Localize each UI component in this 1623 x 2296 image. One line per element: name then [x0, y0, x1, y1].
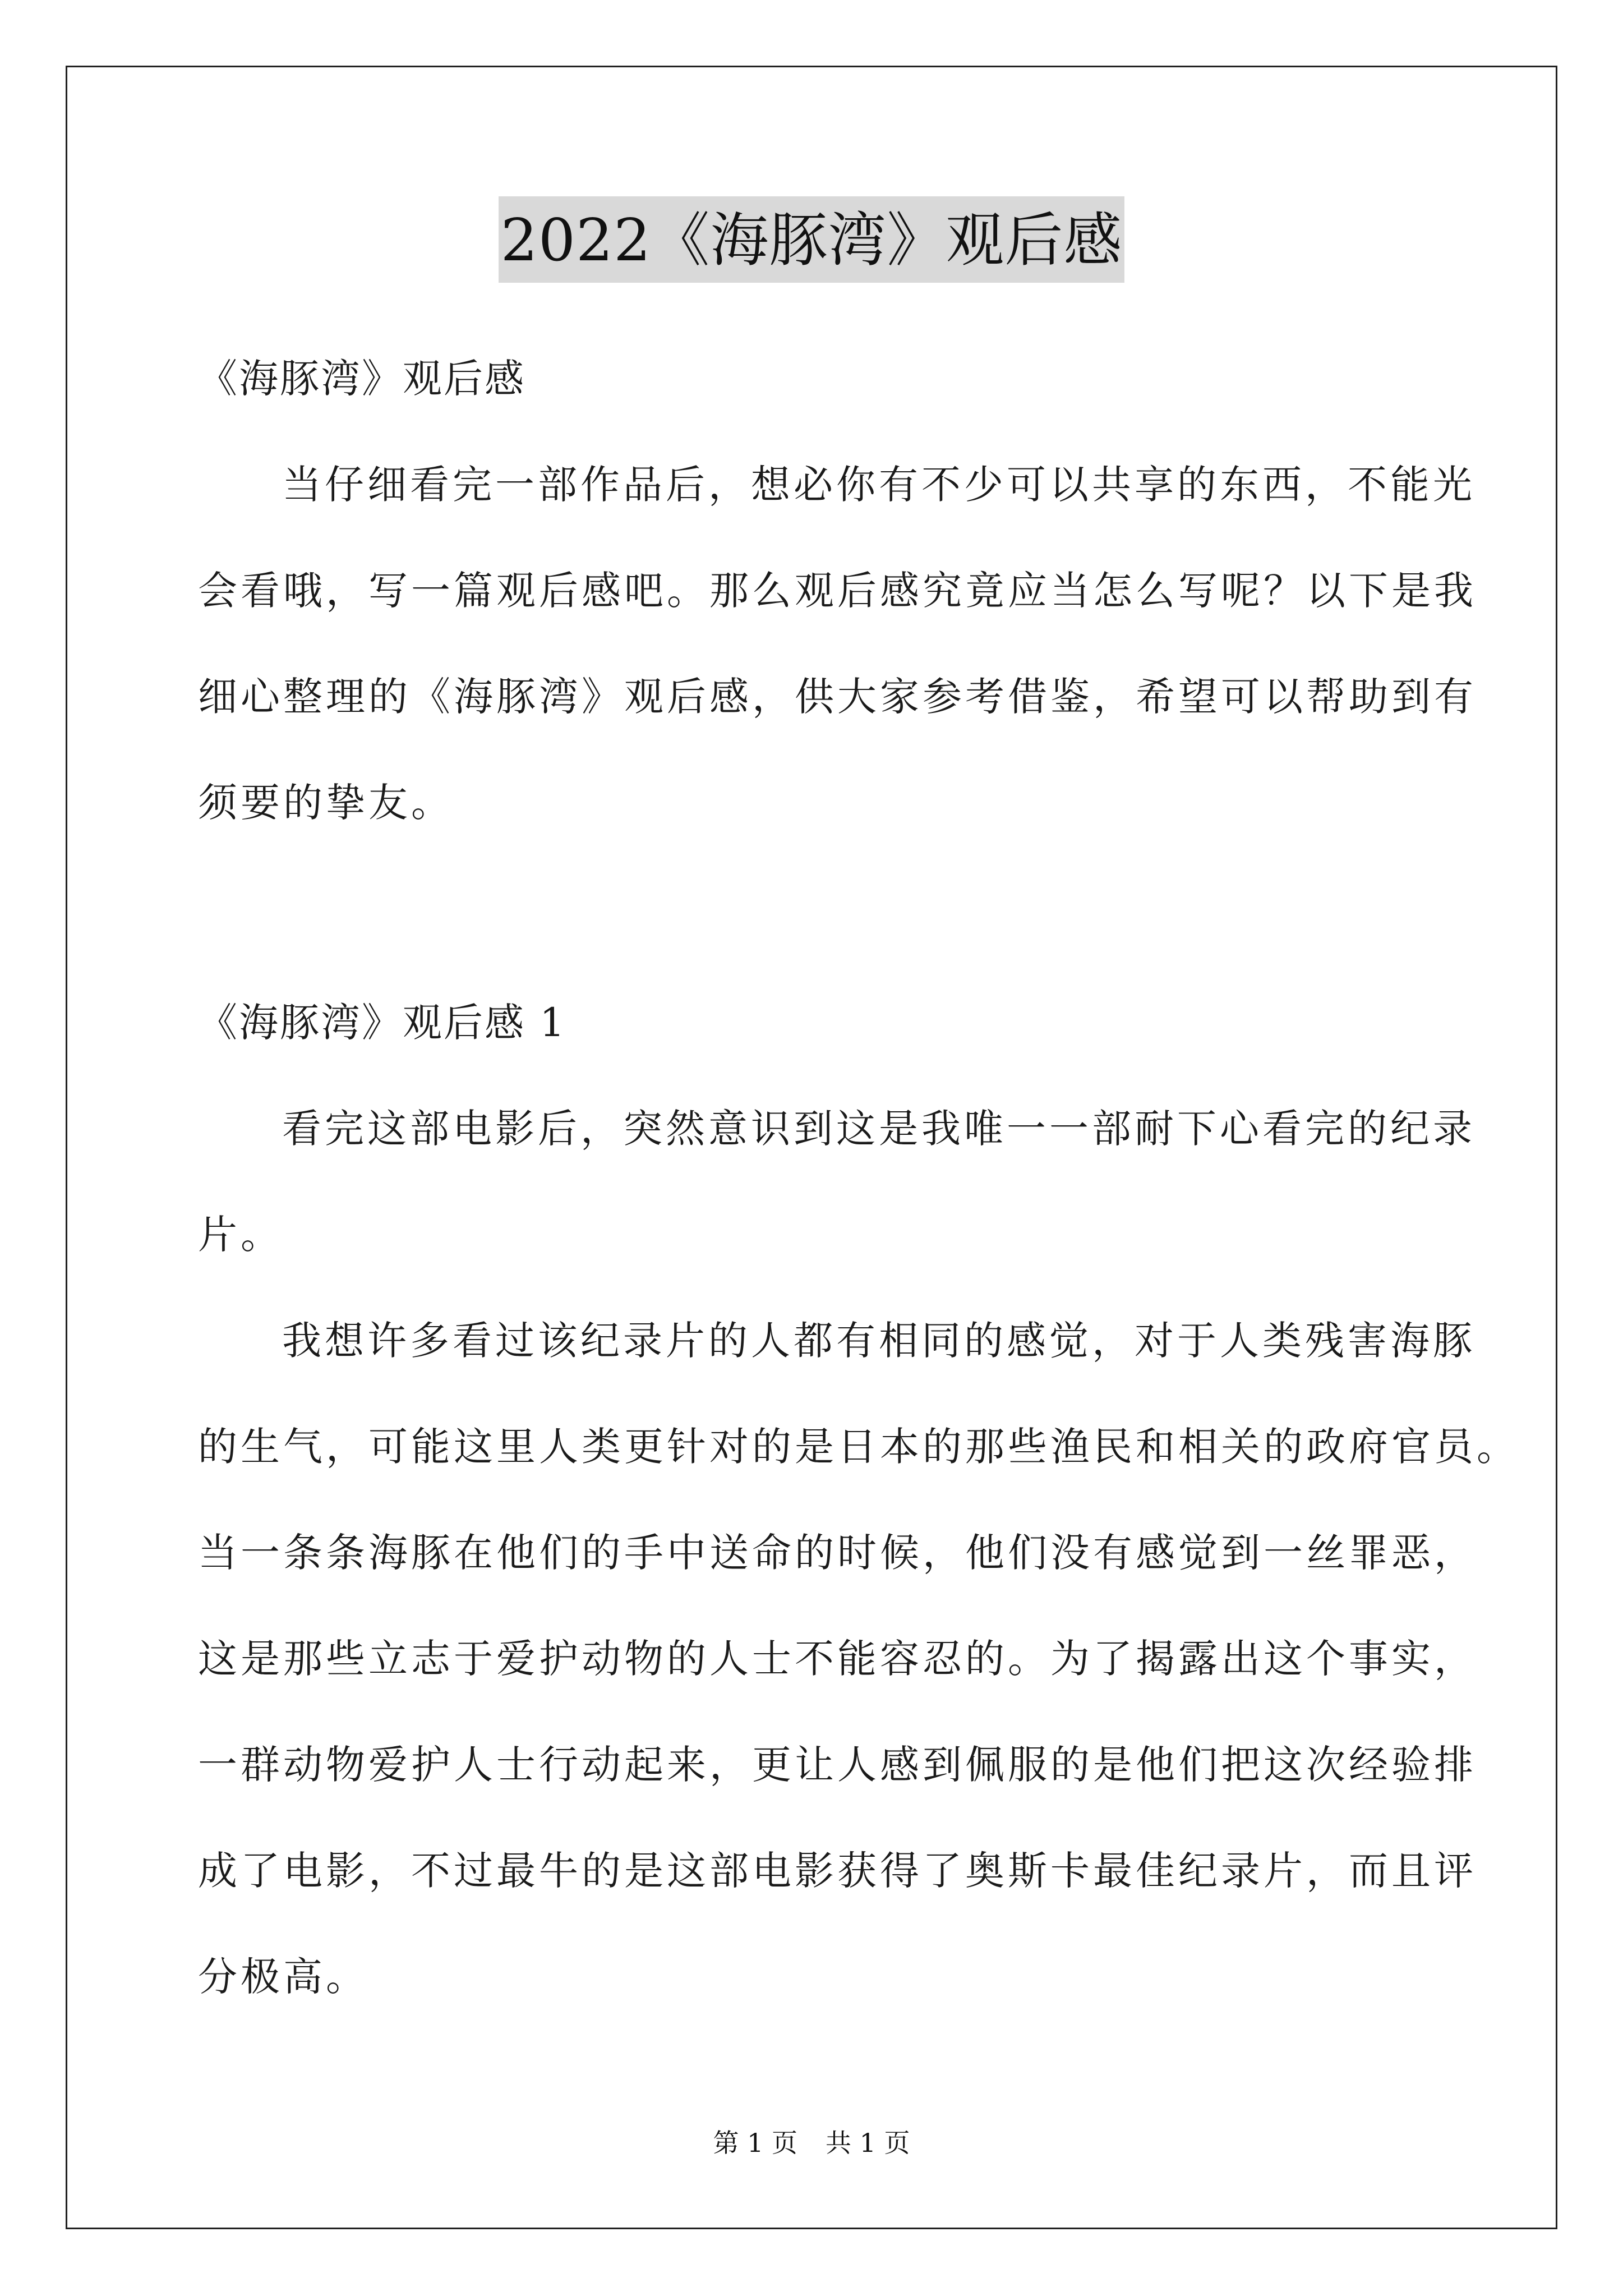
title-container [0, 196, 1623, 283]
paragraph-line: 片。 [198, 1212, 283, 1258]
intro-line: 当仔细看完一部作品后，想必你有不少可以共享的东西，不能光 [282, 462, 1476, 508]
paragraph-line: 成了电影，不过最牛的是这部电影获得了奥斯卡最佳纪录片，而且评 [198, 1848, 1477, 1894]
paragraph-line: 看完这部电影后，突然意识到这是我唯一一部耐下心看完的纪录 [282, 1106, 1476, 1152]
document-title: 2022《海豚湾》观后感 [499, 196, 1125, 283]
intro-heading: 《海豚湾》观后感 [198, 356, 525, 402]
section-heading: 《海豚湾》观后感 1 [198, 1000, 566, 1046]
intro-line: 细心整理的《海豚湾》观后感，供大家参考借鉴，希望可以帮助到有 [198, 674, 1477, 720]
paragraph-line: 的生气，可能这里人类更针对的是日本的那些渔民和相关的政府官员。 [198, 1424, 1519, 1470]
intro-line: 须要的挚友。 [198, 780, 454, 826]
page-number: 第 1 页 [713, 2128, 797, 2158]
page-total: 共 1 页 [826, 2128, 910, 2158]
paragraph-line: 当一条条海豚在他们的手中送命的时候，他们没有感觉到一丝罪恶， [198, 1530, 1477, 1576]
paragraph-line: 我想许多看过该纪录片的人都有相同的感觉，对于人类残害海豚 [282, 1318, 1476, 1364]
page-footer [0, 2126, 1623, 2160]
paragraph-line: 一群动物爱护人士行动起来，更让人感到佩服的是他们把这次经验排 [198, 1742, 1477, 1788]
intro-line: 会看哦，写一篇观后感吧。那么观后感究竟应当怎么写呢？以下是我 [198, 568, 1477, 614]
paragraph-line: 这是那些立志于爱护动物的人士不能容忍的。为了揭露出这个事实， [198, 1636, 1477, 1682]
paragraph-line: 分极高。 [198, 1954, 368, 2000]
